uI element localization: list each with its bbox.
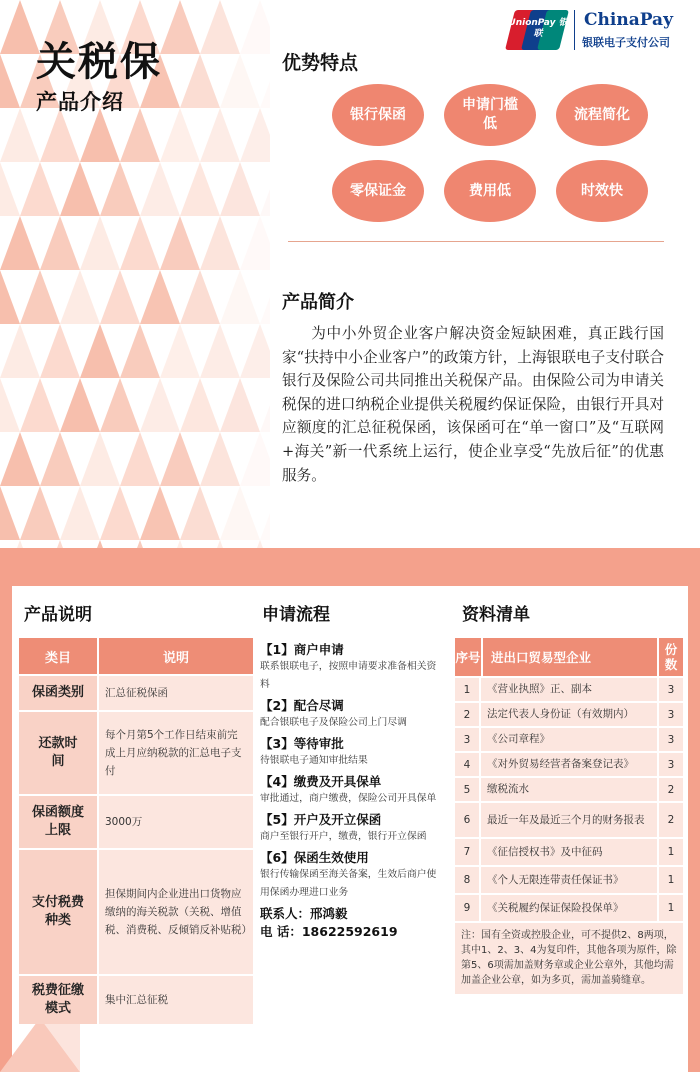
row-document: 《关税履约保证保险投保单》 [487,901,624,914]
pattern-triangle [160,108,200,162]
pattern-triangle [200,432,240,486]
advantage-bubble: 申请门槛低 [444,84,536,146]
pattern-triangle [140,270,180,324]
row-number: 6 [455,803,481,837]
column-header: 序号 [455,649,481,665]
table-row [19,674,253,710]
pattern-triangle [80,432,120,486]
row-copies: 3 [657,728,683,751]
step-description: 商户至银行开户，缴费，银行开立保函 [260,831,427,842]
pattern-triangle [160,216,200,270]
pattern-triangle [40,216,80,270]
row-document: 《对外贸易经营者备案登记表》 [487,758,634,770]
pattern-triangle [0,324,40,378]
pattern-triangle [20,378,60,432]
row-key: 保函类别 [19,676,97,710]
pattern-triangle [40,324,80,378]
step-description: 待银联电子通知审批结果 [260,755,368,766]
advantage-bubble: 费用低 [444,160,536,222]
pattern-triangle [0,432,40,486]
pattern-triangle [200,540,240,548]
row-document: 《公司章程》 [487,733,550,745]
pattern-triangle [60,378,100,432]
chinapay-company-name: 银联电子支付公司 [582,36,670,49]
row-copies: 1 [657,895,683,921]
pattern-triangle [20,162,60,216]
row-document: 《个人无限连带责任保证书》 [487,873,624,886]
pattern-triangle [180,270,220,324]
table-row [455,837,683,865]
pattern-triangle [160,432,200,486]
row-number: 9 [455,895,481,921]
row-number: 7 [455,839,481,865]
column-header: 说明 [97,638,253,674]
table-row [455,751,683,776]
pattern-triangle [180,162,220,216]
row-number: 3 [455,728,481,751]
row-key: 还款时间 [19,712,97,794]
step-title: 【6】保函生效使用 [260,850,369,865]
intro-text: 为中小外贸企业客户解决资金短缺困难，真正践行国家“扶持中小企业客户”的政策方针，上海银联电子支付联合银行及保险公司共同推出关税保产品。由保险公司为申请关税保的进口纳税企业提供关税履约保证保险，由银行开具对应额度的汇总征税保函，该保函可在“单一窗口”及“互联网+海关”新一代系统上运行，使企业享受“先放后征”的优惠服务。 [282,325,664,484]
step-description: 联系银联电子，按照申请要求准备相关资料 [260,661,437,690]
pattern-triangle [100,270,140,324]
pattern-triangle [40,108,80,162]
row-copies: 1 [657,867,683,893]
pattern-triangle [200,324,240,378]
pattern-triangle [80,540,120,548]
step-description: 审批通过，商户缴费，保险公司开具保单 [260,793,437,804]
advantages-title: 优势特点 [282,52,359,74]
pattern-triangle [0,162,20,216]
row-value: 担保期间内企业进出口货物应缴纳的海关税款（关税、增值税、消费税、反倾销反补贴税） [97,850,253,974]
table-header [19,638,253,674]
pattern-triangle [0,54,20,108]
product-table [19,638,253,1024]
row-number: 4 [455,753,481,776]
materials-note: 注：国有全资或控股企业，可不提供2、8两项，其中1、2、3、4为复印件，其他各项为原件，除第5、6项需加盖财务章或企业公章外，其他均需加盖企业公章，如为多页，需加盖骑缝章。 [455,921,683,994]
pattern-triangle [80,216,120,270]
table-row [19,848,253,974]
unionpay-logo-icon: UnionPay 银联 [504,10,566,50]
pattern-triangle [80,108,120,162]
pattern-triangle [140,486,180,540]
row-document: 法定代表人身份证（有效期内） [487,708,634,720]
section-divider [288,241,664,242]
pattern-triangle [180,486,220,540]
row-number: 2 [455,703,481,726]
step-title: 【1】商户申请 [260,642,344,657]
contact-phone: 电 话：18622592619 [260,924,398,939]
table-row [455,726,683,751]
table-row [19,974,253,1024]
pattern-triangle [220,162,260,216]
row-value: 汇总征税保函 [97,676,253,710]
row-key: 支付税费种类 [19,850,97,974]
column-header: 类目 [44,650,71,666]
pattern-triangle [120,432,160,486]
page-subtitle: 产品介绍 [36,90,124,114]
row-document: 缴税流水 [487,783,529,795]
intro-title: 产品简介 [282,292,354,313]
pattern-triangle [40,432,80,486]
brand-logo [504,8,694,52]
chinapay-logo-text: ChinaPay [584,10,673,30]
row-document: 最近一年及最近三个月的财务报表 [487,813,645,826]
advantage-bubble: 时效快 [556,160,648,222]
table-row [455,776,683,801]
step-title: 【2】配合尽调 [260,698,344,713]
pattern-triangle [200,216,240,270]
pattern-triangle [60,486,100,540]
contact-name: 联系人：邢鸿毅 [260,906,348,921]
pattern-triangle [20,270,60,324]
pattern-triangle [0,216,40,270]
pattern-triangle [100,378,140,432]
row-copies: 2 [657,803,683,837]
pattern-triangle [0,378,20,432]
pattern-triangle [100,162,140,216]
table-row [455,676,683,701]
row-value: 每个月第5个工作日结束前完成上月应纳税款的汇总电子支付 [97,712,253,794]
pattern-triangle [120,108,160,162]
pattern-triangle [120,540,160,548]
column-header: 进出口贸易型企业 [481,638,657,676]
pattern-triangle [160,540,200,548]
pattern-triangle [60,270,100,324]
table-row [19,794,253,848]
pattern-triangle [120,324,160,378]
row-copies: 3 [657,753,683,776]
row-copies: 3 [657,678,683,701]
table-row [455,893,683,921]
pattern-triangle [60,162,100,216]
pattern-triangle [120,216,160,270]
row-number: 1 [455,678,481,701]
row-key: 保函额度上限 [19,796,97,848]
row-copies: 3 [657,703,683,726]
row-copies: 1 [657,839,683,865]
pattern-triangle [100,486,140,540]
row-document: 《营业执照》正、副本 [487,683,592,695]
pattern-triangle [200,0,240,54]
pattern-triangle [0,270,20,324]
pattern-triangle [220,378,260,432]
pattern-triangle [220,54,260,108]
pattern-triangle [180,378,220,432]
table-header [455,638,683,676]
pattern-triangle [220,486,260,540]
row-document: 《征信授权书》及中征码 [487,845,603,858]
pattern-triangle [0,486,20,540]
product-section-title: 产品说明 [24,605,92,625]
pattern-triangle [40,540,80,548]
row-copies: 2 [657,778,683,801]
table-row [455,801,683,837]
pattern-triangle [80,324,120,378]
materials-section-title: 资料清单 [462,605,530,625]
process-section-title: 申请流程 [262,605,330,625]
row-value: 3000万 [97,796,253,848]
pattern-triangle [220,270,260,324]
pattern-triangle [0,540,40,548]
column-header: 份数 [657,638,683,676]
step-title: 【3】等待审批 [260,736,344,751]
table-row [455,865,683,893]
pattern-triangle [0,0,40,54]
pattern-triangle [180,54,220,108]
row-number: 5 [455,778,481,801]
row-number: 8 [455,867,481,893]
advantage-bubble: 零保证金 [332,160,424,222]
advantage-bubble: 流程简化 [556,84,648,146]
advantage-bubble: 银行保函 [332,84,424,146]
step-title: 【5】开户及开立保函 [260,812,382,827]
table-row [455,701,683,726]
table-row [19,710,253,794]
pattern-triangle [160,324,200,378]
pattern-triangle [140,378,180,432]
row-key: 税费征缴模式 [19,976,97,1024]
pattern-triangle [140,162,180,216]
materials-table [455,638,683,994]
step-description: 银行传输保函至海关备案，生效后商户使用保函办理进口业务 [260,869,437,898]
step-description: 配合银联电子及保险公司上门尽调 [260,717,407,728]
pattern-triangle [160,0,200,54]
pattern-triangle [200,108,240,162]
row-value: 集中汇总征税 [97,976,253,1024]
process-steps [256,638,450,1032]
step-title: 【4】缴费及开具保单 [260,774,382,789]
pattern-triangle [0,108,40,162]
pattern-triangle [20,486,60,540]
page-title: 关税保 [36,39,162,85]
